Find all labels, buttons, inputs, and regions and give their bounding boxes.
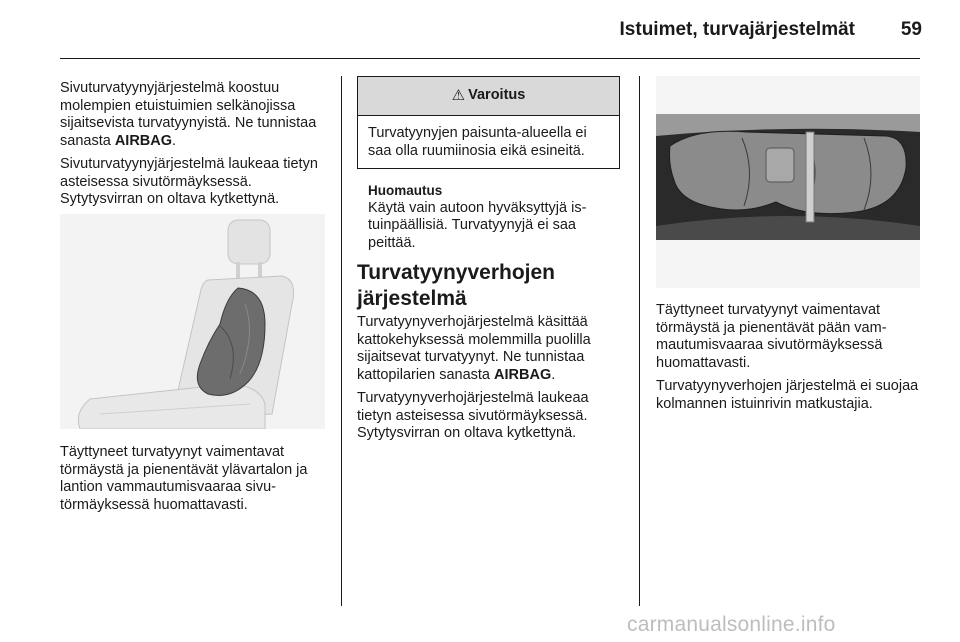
side-airbag-intro: Sivuturvatyynyjärjestelmä koostuu molempien etuistuimien selkänojissa sijaitsevista turvatyynyistä. Ne tunnistaa sanasta AIRBAG. bbox=[60, 80, 317, 149]
column-2 bbox=[357, 76, 622, 449]
seat-airbag-drawing bbox=[60, 214, 325, 429]
curtain-airbag-intro: Turvatyynyverhojärjestelmä käsittää kattokehyksessä molemmilla puolilla sijaitsevat turvatyynyt. Ne tunnistaa kattopilarien sanasta AIRBAG. bbox=[357, 314, 591, 383]
curtain-airbag-drawing bbox=[656, 76, 920, 288]
page-number: 59 bbox=[900, 19, 922, 40]
column-3 bbox=[656, 302, 921, 419]
seat-figure-caption: Täyttyneet turvatyynyt vaimentavat törmäystä ja pienentävät ylävartalon ja lantion vammautumisvaaraa sivutörmäyksessä huomattavasti. bbox=[60, 444, 308, 513]
warning-box bbox=[357, 76, 620, 169]
curtain-airbag-deploy-text: Turvatyynyverhojärjestelmä laukeaa tietyn asteisessa sivutörmäyksessä. Sytytysvirran on oltava kytkettynä. bbox=[357, 390, 589, 441]
column-divider-2 bbox=[639, 76, 640, 606]
airbag-keyword-2: AIRBAG bbox=[494, 366, 552, 383]
curtain-figure-caption: Täyttyneet turvatyynyt vaimentavat törmäystä ja pienentävät pään vammautumisvaaraa sivutörmäyksessä huomattavasti. bbox=[656, 302, 887, 371]
note-title: Huomautus bbox=[368, 183, 443, 198]
warning-triangle-icon: ⚠ bbox=[451, 87, 466, 105]
curtain-airbag-illustration bbox=[656, 76, 920, 288]
column-1 bbox=[60, 80, 325, 215]
running-header-title: Istuimet, turvajärjestelmät bbox=[619, 19, 855, 40]
header-rule bbox=[60, 58, 920, 59]
note-text: Käytä vain autoon hyväksyttyjä istuinpäällisiä. Turvatyynyjä ei saa peittää. bbox=[368, 199, 587, 251]
column-divider-1 bbox=[341, 76, 342, 606]
warning-title: Varoitus bbox=[468, 87, 526, 104]
side-airbag-deploy-text: Sivuturvatyynyjärjestelmä laukeaa tietyn asteisessa sivutörmäyksessä. Sytytysvirran on oltava kytkettynä. bbox=[60, 156, 318, 207]
column-1-caption-block bbox=[60, 444, 325, 520]
third-row-note: Turvatyynyverhojen järjestelmä ei suojaa kolmannen istuinrivin matkustajia. bbox=[656, 378, 919, 412]
seat-side-airbag-illustration bbox=[60, 214, 325, 429]
warning-header bbox=[358, 77, 619, 116]
warning-text: Turvatyynyjen paisunta-alueella ei saa olla ruumiinosia eikä esineitä. bbox=[368, 125, 587, 159]
airbag-keyword: AIRBAG bbox=[114, 132, 173, 149]
watermark: carmanualsonline.info bbox=[627, 613, 836, 636]
section-heading: Turvatyynyverhojen järjestelmä bbox=[357, 261, 556, 310]
